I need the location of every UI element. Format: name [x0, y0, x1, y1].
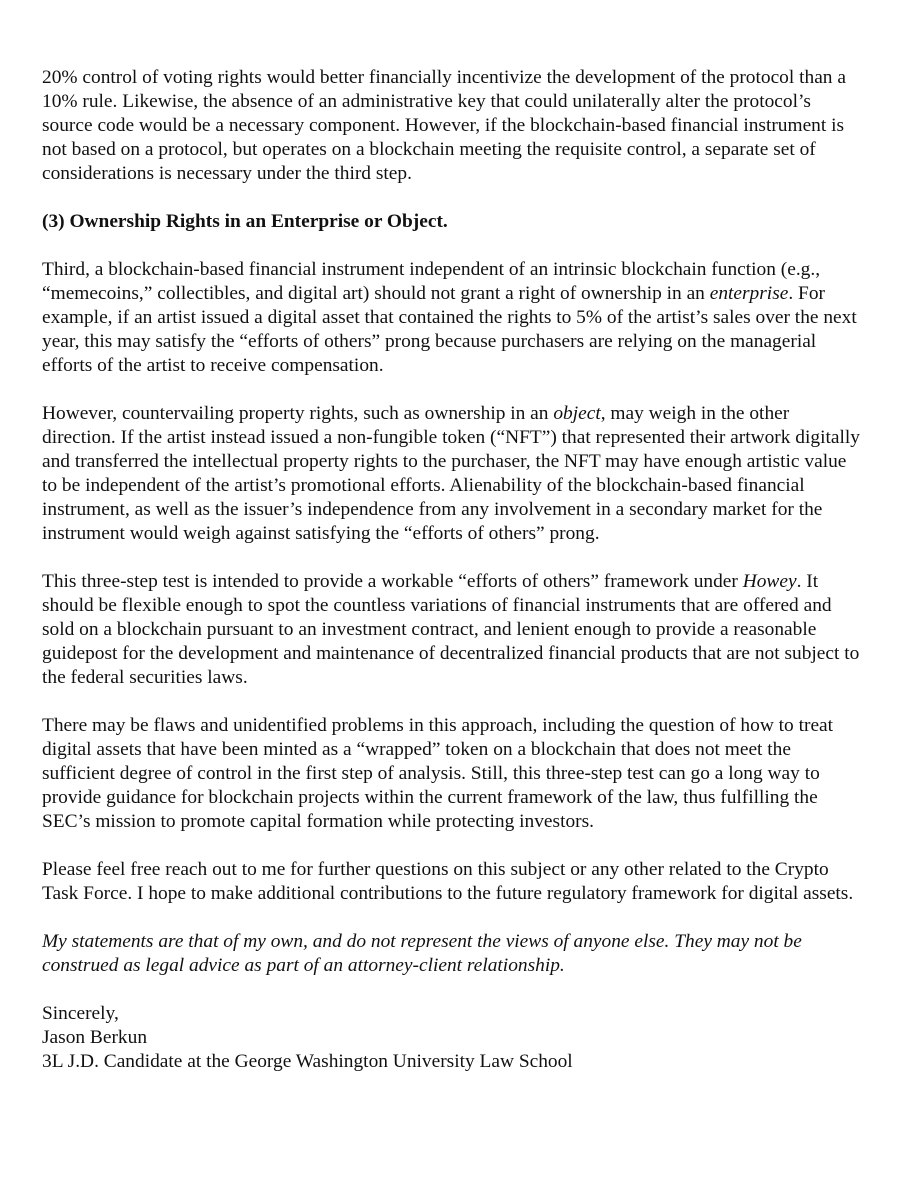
- disclaimer: My statements are that of my own, and do not represent the views of anyone else. They may not be construed as legal advice as part of an attorney-client relationship.: [42, 931, 802, 976]
- section-heading-ownership-rights: (3) Ownership Rights in an Enterprise or Object.: [42, 211, 448, 232]
- signer-name: Jason Berkun: [42, 1027, 148, 1048]
- emphasis-object: object: [553, 403, 601, 424]
- signature-block: [42, 1002, 862, 1074]
- paragraph-text: . It should be flexible enough to spot the countless variations of financial instruments that are offered and sold on a blockchain pursuant to an investment contract, and lenient enough to provide a reasonable guidepost for the development and maintenance of decentralized financial products that are not subject to the federal securities laws.: [42, 571, 860, 688]
- paragraph-enterprise-ownership: [42, 258, 862, 378]
- salutation: Sincerely,: [42, 1003, 119, 1024]
- paragraph-protocol-control: 20% control of voting rights would better financially incentivize the development of the protocol than a 10% rule. Likewise, the absence of an administrative key that could unilaterally alter the protocol’s source code would be a necessary component. However, if the blockchain-based financial instrument is not based on a protocol, but operates on a blockchain meeting the requisite control, a separate set of considerations is necessary under the third step.: [42, 67, 846, 184]
- paragraph-flaws: There may be flaws and unidentified problems in this approach, including the question of how to treat digital assets that have been minted as a “wrapped” token on a blockchain that does not meet the sufficient degree of control in the first step of analysis. Still, this three-step test can go a long way to provide guidance for blockchain projects within the current framework of the law, thus fulfilling the SEC’s mission to promote capital formation while protecting investors.: [42, 715, 834, 832]
- paragraph-text: , may weigh in the other direction. If the artist instead issued a non-fungible token (“NFT”) that represented their artwork digitally and transferred the intellectual property rights to the purchaser, the NFT may have enough artistic value to be independent of the artist’s promotional efforts. Alienability of the blockchain-based financial instrument, as well as the issuer’s independence from any involvement in a secondary market for the instrument would weigh against satisfying the “efforts of others” prong.: [42, 403, 860, 544]
- paragraph-text: . For example, if an artist issued a digital asset that contained the rights to 5% of the artist’s sales over the next year, this may satisfy the “efforts of others” prong because purchasers are relying on the managerial efforts of the artist to receive compensation.: [42, 283, 857, 376]
- emphasis-howey: Howey: [742, 571, 797, 592]
- emphasis-enterprise: enterprise: [709, 283, 789, 304]
- signer-title: 3L J.D. Candidate at the George Washington University Law School: [42, 1051, 573, 1072]
- paragraph-three-step-test: [42, 570, 862, 690]
- paragraph-text: Third, a blockchain-based financial instrument independent of an intrinsic blockchain function (e.g., “memecoins,” collectibles, and digital art) should not grant a right of ownership in an: [42, 259, 821, 304]
- paragraph-contact: Please feel free reach out to me for further questions on this subject or any other related to the Crypto Task Force. I hope to make additional contributions to the future regulatory framework for digital assets.: [42, 859, 854, 904]
- paragraph-text: This three-step test is intended to provide a workable “efforts of others” framework under: [42, 571, 743, 592]
- letter-page: [42, 66, 862, 1074]
- paragraph-text: However, countervailing property rights, such as ownership in an: [42, 403, 554, 424]
- paragraph-object-ownership: [42, 402, 862, 546]
